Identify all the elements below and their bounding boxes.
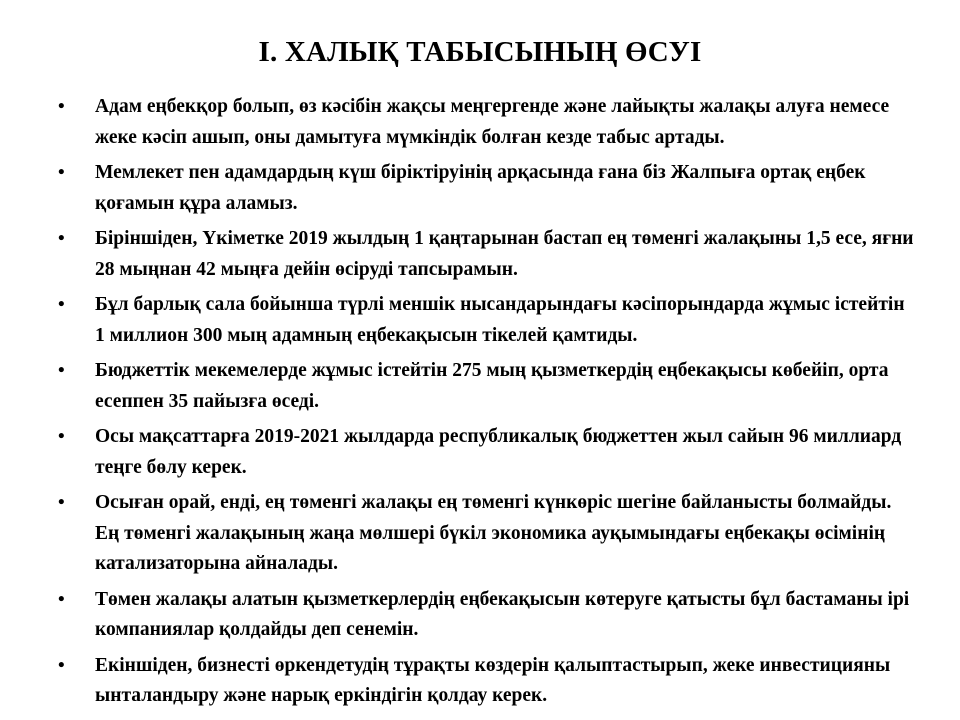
bullet-text: Бюджеттік мекемелерде жұмыс істейтін 275 мың қызметкердің еңбекақысы көбейіп, орта есеппен 35 пайызға өседі. (95, 360, 889, 412)
bullet-text: Осыған орай, енді, ең төменгі жалақы ең төменгі күнкөріс шегіне байланысты болмайды. Ең төменгі жалақының жаңа мөлшері бүкіл экономика ауқымындағы еңбекақы өсімінің катализаторына айналады. (95, 492, 892, 574)
bullet-dot-icon: • (58, 426, 65, 447)
bullet-item (58, 158, 918, 219)
bullet-item (58, 290, 918, 351)
bullet-dot-icon: • (58, 360, 65, 381)
bullet-list (58, 92, 918, 717)
bullet-item (58, 651, 918, 712)
bullet-item (58, 488, 918, 580)
bullet-text: Мемлекет пен адамдардың күш біріктіруінің арқасында ғана біз Жалпыға ортақ еңбек қоғамын құра аламыз. (95, 162, 866, 214)
bullet-dot-icon: • (58, 654, 65, 676)
bullet-item (58, 224, 918, 285)
bullet-item (58, 422, 918, 483)
bullet-text: Осы мақсаттарға 2019-2021 жылдарда республикалық бюджеттен жыл сайын 96 миллиард теңге бөлу керек. (95, 426, 902, 478)
bullet-text: Төмен жалақы алатын қызметкерлердің еңбекақысын көтеруге қатысты бұл бастаманы ірі компаниялар қолдайды деп сенемін. (95, 588, 910, 640)
bullet-dot-icon: • (58, 228, 65, 249)
bullet-text: Адам еңбекқор болып, өз кәсібін жақсы меңгергенде және лайықты жалақы алуға немесе жеке кәсіп ашып, оны дамытуға мүмкіндік болған кезде табыс артады. (95, 96, 890, 148)
bullet-text: Бұл барлық сала бойынша түрлі меншік нысандарындағы кәсіпорындарда жұмыс істейтін 1 миллион 300 мың адамның еңбекақысын тікелей қамтиды. (95, 294, 905, 346)
bullet-dot-icon: • (58, 96, 65, 117)
bullet-text: Біріншіден, Үкіметке 2019 жылдың 1 қаңтарынан бастап ең төменгі жалақыны 1,5 есе, яғни 28 мыңнан 42 мыңға дейін өсіруді тапсырамын. (95, 228, 914, 280)
bullet-item (58, 585, 918, 646)
bullet-dot-icon: • (58, 294, 65, 315)
bullet-dot-icon: • (58, 588, 65, 610)
bullet-item (58, 356, 918, 417)
bullet-item (58, 92, 918, 153)
slide-title: I. ХАЛЫҚ ТАБЫСЫНЫҢ ӨСУІ (258, 36, 702, 68)
bullet-text: Екіншіден, бизнесті өркендетудің тұрақты көздерін қалыптастырып, жеке инвестицияны ынталандыру және нарық еркіндігін қолдау керек. (95, 654, 891, 706)
bullet-dot-icon: • (58, 162, 65, 183)
bullet-dot-icon: • (58, 492, 65, 513)
